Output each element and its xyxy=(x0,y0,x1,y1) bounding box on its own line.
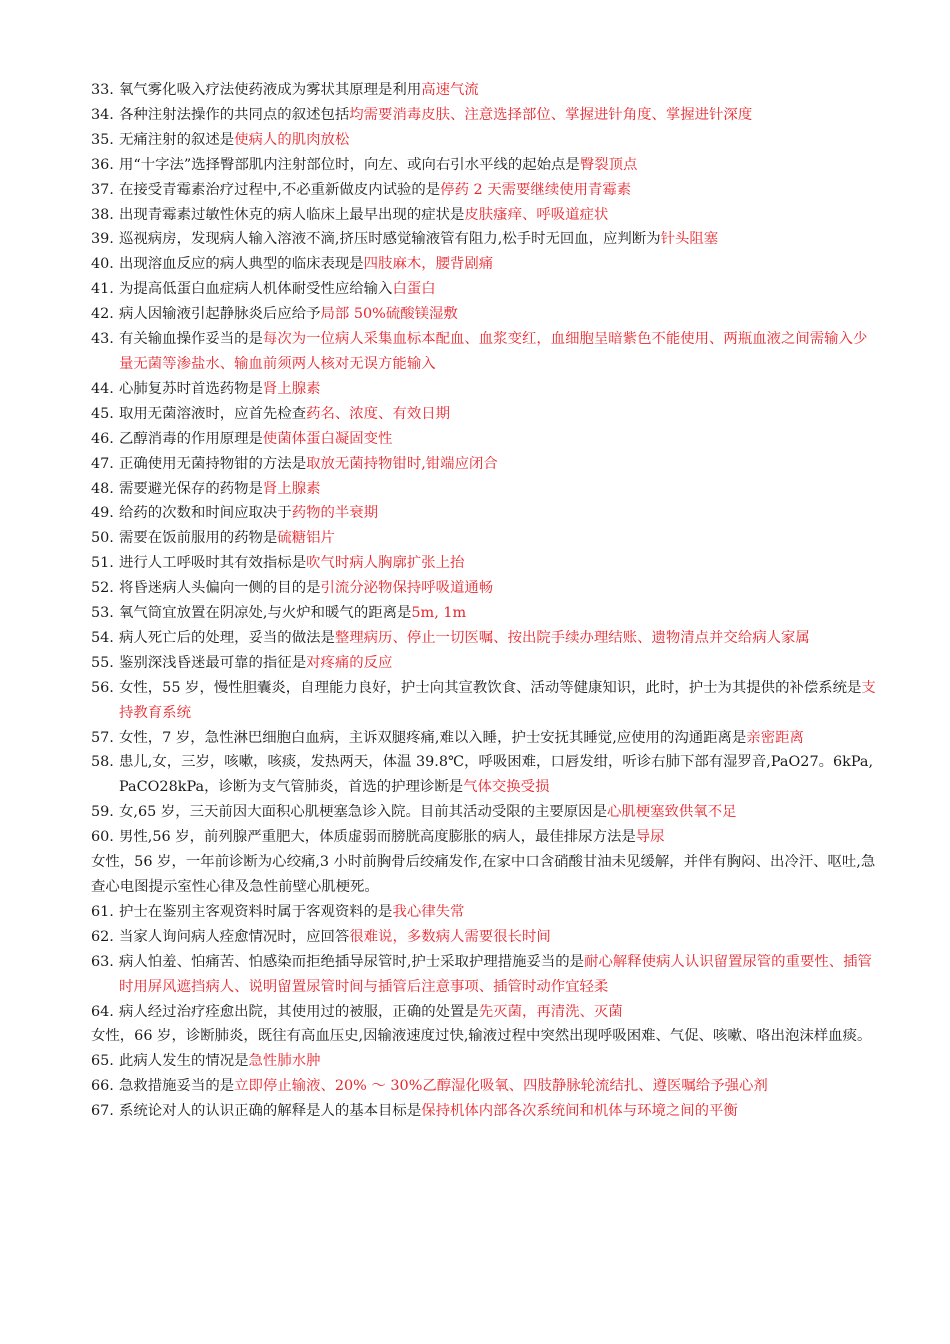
question-item xyxy=(91,78,881,103)
answer-text: 肾上腺素 xyxy=(262,380,321,397)
answer-text: 取放无菌持物钳时,钳端应闭合 xyxy=(306,455,498,472)
question-number: 67. xyxy=(91,1103,114,1120)
question-item xyxy=(91,950,881,1000)
answer-text: 心肌梗塞致供氧不足 xyxy=(606,804,737,821)
question-number: 35. xyxy=(91,131,114,148)
question-item xyxy=(91,302,881,327)
question-number: 50. xyxy=(91,530,114,547)
question-text: 无痛注射的叙述是 xyxy=(119,131,235,148)
question-number: 42. xyxy=(91,306,114,323)
question-item xyxy=(91,651,881,676)
question-text: 各种注射法操作的共同点的叙述包括 xyxy=(119,106,350,123)
question-text: 有关输血操作妥当的是 xyxy=(119,331,263,348)
answer-text: 吹气时病人胸廓扩张上抬 xyxy=(306,555,465,572)
question-text: 氧气筒宜放置在阴凉处,与火炉和暖气的距离是 xyxy=(119,605,412,622)
question-item xyxy=(91,825,881,850)
question-text: 女,65 岁，三天前因大面积心肌梗塞急诊入院。目前其活动受限的主要原因是 xyxy=(119,804,607,821)
answer-text: 对疼痛的反应 xyxy=(306,654,393,671)
question-item xyxy=(91,1074,881,1099)
question-answer-list xyxy=(91,78,881,1124)
question-item xyxy=(91,477,881,502)
question-item xyxy=(91,800,881,825)
question-number: 46. xyxy=(91,430,114,447)
question-number: 48. xyxy=(91,480,114,497)
question-item xyxy=(91,227,881,252)
answer-text: 气体交换受损 xyxy=(463,779,550,796)
question-text: 用“十字法”选择臀部肌内注射部位时，向左、或向右引水平线的起始点是 xyxy=(119,156,580,173)
question-text: 患儿,女，三岁，咳嗽，咳痰，发热两天，体温 39.8℃，呼吸困难，口唇发绀，听诊右肺下部有湿罗音,PaO27。6kPa,PaCO28kPa，诊断为支气管肺炎，首选的护理诊断是 xyxy=(119,754,874,796)
question-item xyxy=(91,626,881,651)
question-number: 49. xyxy=(91,505,114,522)
question-item xyxy=(91,277,881,302)
question-item xyxy=(91,178,881,203)
question-text: 为提高低蛋白血症病人机体耐受性应给输入 xyxy=(119,281,393,298)
question-number: 63. xyxy=(91,953,114,970)
question-text: 给药的次数和时间应取决于 xyxy=(119,505,292,522)
question-text: 需要避光保存的药物是 xyxy=(119,480,263,497)
question-number: 33. xyxy=(91,82,114,98)
question-number: 52. xyxy=(91,580,114,597)
question-number: 54. xyxy=(91,629,114,646)
answer-text: 先灭菌，再清洗、灭菌 xyxy=(478,1003,623,1020)
answer-text: 停药 2 天需要继续使用青霉素 xyxy=(440,181,632,198)
answer-text: 很难说，多数病人需要很长时间 xyxy=(349,928,551,945)
question-item xyxy=(91,900,881,925)
answer-text: 我心律失常 xyxy=(392,903,465,920)
answer-text: 支持教育系统 xyxy=(119,679,876,721)
question-item xyxy=(91,526,881,551)
case-text: 女性，66 岁，诊断肺炎，既往有高血压史,因输液速度过快,输液过程中突然出现呼吸困难、气促、咳嗽、咯出泡沫样血痰。 xyxy=(91,1028,872,1045)
question-item xyxy=(91,551,881,576)
question-item xyxy=(91,925,881,950)
question-number: 59. xyxy=(91,804,114,821)
question-number: 40. xyxy=(91,256,114,273)
question-number: 51. xyxy=(91,555,114,572)
answer-text: 高速气流 xyxy=(421,82,479,98)
question-number: 66. xyxy=(91,1078,114,1095)
question-text: 急救措施妥当的是 xyxy=(119,1078,235,1095)
answer-text: 药物的半衰期 xyxy=(291,505,379,522)
case-description xyxy=(91,850,881,900)
case-text: 女性，56 岁，一年前诊断为心绞痛,3 小时前胸骨后绞痛发作,在家中口含硝酸甘油未见缓解，并伴有胸闷、出冷汗、呕吐,急查心电图提示室性心律及急性前壁心肌梗死。 xyxy=(91,854,876,895)
question-text: 男性,56 岁，前列腺严重肥大，体质虚弱而膀胱高度膨胀的病人，最佳排尿方法是 xyxy=(119,829,636,846)
answer-text: 硫糖铝片 xyxy=(277,530,335,547)
question-item xyxy=(91,203,881,228)
answer-text: 5m, 1m xyxy=(411,605,467,622)
question-text: 病人死亡后的处理，妥当的做法是 xyxy=(119,629,335,646)
question-text: 出现青霉素过敏性休克的病人临床上最早出现的症状是 xyxy=(119,206,465,223)
question-item xyxy=(91,1049,881,1074)
answer-text: 皮肤瘙痒、呼吸道症状 xyxy=(464,206,609,223)
question-item xyxy=(91,128,881,153)
answer-text: 使病人的肌肉放松 xyxy=(234,131,350,148)
question-item xyxy=(91,1000,881,1025)
question-item xyxy=(91,427,881,452)
question-number: 53. xyxy=(91,605,114,622)
answer-text: 四肢麻木，腰背剧痛 xyxy=(363,256,494,273)
question-item xyxy=(91,1099,881,1124)
question-number: 38. xyxy=(91,206,114,223)
answer-text: 导尿 xyxy=(635,829,665,846)
question-item xyxy=(91,377,881,402)
question-text: 鉴别深浅昏迷最可靠的指征是 xyxy=(119,654,307,671)
question-item xyxy=(91,402,881,427)
answer-text: 立即停止输液、20% ～ 30%乙醇湿化吸氧、四肢静脉轮流结扎、遵医嘱给予强心剂 xyxy=(234,1078,768,1095)
question-number: 64. xyxy=(91,1003,114,1020)
question-text: 正确使用无菌持物钳的方法是 xyxy=(119,455,307,472)
question-item xyxy=(91,452,881,477)
question-item xyxy=(91,501,881,526)
question-text: 巡视病房，发现病人输入溶液不滴,挤压时感觉输液管有阻力,松手时无回血，应判断为 xyxy=(119,231,661,248)
question-text: 进行人工呼吸时其有效指标是 xyxy=(119,555,307,572)
answer-text: 均需要消毒皮肤、注意选择部位、掌握进针角度、掌握进针深度 xyxy=(349,106,753,123)
question-item xyxy=(91,153,881,178)
question-item xyxy=(91,601,881,626)
question-text: 当家人询问病人痊愈情况时，应回答 xyxy=(119,928,350,945)
answer-text: 臀裂顶点 xyxy=(579,156,638,173)
answer-text: 白蛋白 xyxy=(392,281,436,298)
question-number: 44. xyxy=(91,380,114,397)
answer-text: 局部 50%硫酸镁湿敷 xyxy=(320,306,458,323)
answer-text: 引流分泌物保持呼吸道通畅 xyxy=(320,580,494,597)
answer-text: 针头阻塞 xyxy=(660,231,719,248)
question-number: 36. xyxy=(91,156,114,173)
question-text: 将昏迷病人头偏向一侧的目的是 xyxy=(119,580,321,597)
question-item xyxy=(91,103,881,128)
question-number: 57. xyxy=(91,729,114,746)
case-description xyxy=(91,1024,881,1049)
question-text: 病人怕羞、怕痛苦、怕感染而拒绝插导尿管时,护士采取护理措施妥当的是 xyxy=(119,953,585,970)
answer-text: 亲密距离 xyxy=(746,729,804,746)
question-number: 43. xyxy=(91,331,114,348)
question-text: 取用无菌溶液时，应首先检查 xyxy=(119,405,307,422)
question-number: 60. xyxy=(91,829,114,846)
question-text: 病人经过治疗痊愈出院，其使用过的被服，正确的处置是 xyxy=(119,1003,479,1020)
question-item xyxy=(91,252,881,277)
answer-text: 使菌体蛋白凝固变性 xyxy=(262,430,393,447)
question-number: 55. xyxy=(91,654,114,671)
question-text: 病人因输液引起静脉炎后应给予 xyxy=(119,306,321,323)
question-text: 氧气雾化吸入疗法使药液成为雾状其原理是利用 xyxy=(119,82,422,98)
question-text: 系统论对人的认识正确的解释是人的基本目标是 xyxy=(119,1103,422,1120)
question-text: 心肺复苏时首选药物是 xyxy=(119,380,263,397)
question-text: 女性，7 岁，急性淋巴细胞白血病，主诉双腿疼痛,难以入睡，护士安抚其睡觉,应使用的沟通距离是 xyxy=(119,729,747,746)
question-text: 女性，55 岁，慢性胆囊炎，自理能力良好，护士向其宣教饮食、活动等健康知识，此时，护士为其提供的补偿系统是 xyxy=(119,679,862,696)
question-text: 在接受青霉素治疗过程中,不必重新做皮内试验的是 xyxy=(119,181,441,198)
question-text: 此病人发生的情况是 xyxy=(119,1053,249,1070)
question-item xyxy=(91,726,881,751)
answer-text: 肾上腺素 xyxy=(262,480,321,497)
question-number: 65. xyxy=(91,1053,114,1070)
question-number: 47. xyxy=(91,455,114,472)
question-item xyxy=(91,576,881,601)
question-number: 62. xyxy=(91,928,114,945)
question-item xyxy=(91,676,881,726)
question-number: 39. xyxy=(91,231,114,248)
question-item xyxy=(91,327,881,377)
question-text: 出现溶血反应的病人典型的临床表现是 xyxy=(119,256,364,273)
answer-text: 保持机体内部各次系统间和机体与环境之间的平衡 xyxy=(421,1103,738,1120)
answer-text: 药名、浓度、有效日期 xyxy=(306,405,451,422)
question-number: 61. xyxy=(91,903,114,920)
question-number: 45. xyxy=(91,405,114,422)
question-number: 56. xyxy=(91,679,114,696)
answer-text: 每次为一位病人采集血标本配血、血浆变红，血细胞呈暗紫色不能使用、两瓶血液之间需输入少量无菌等渗盐水、输血前须两人核对无误方能输入 xyxy=(119,331,868,372)
answer-text: 整理病历、停止一切医嘱、按出院手续办理结账、遗物清点并交给病人家属 xyxy=(334,629,810,646)
answer-text: 耐心解释使病人认识留置尿管的重要性、插管时用屏风遮挡病人、说明留置尿管时间与插管后注意事项、插管时动作宜轻柔 xyxy=(119,953,872,995)
question-text: 护士在鉴别主客观资料时属于客观资料的是 xyxy=(119,903,393,920)
question-number: 58. xyxy=(91,754,114,771)
question-number: 37. xyxy=(91,181,114,198)
question-number: 41. xyxy=(91,281,114,298)
question-number: 34. xyxy=(91,106,114,123)
question-text: 乙醇消毒的作用原理是 xyxy=(119,430,263,447)
question-text: 需要在饭前服用的药物是 xyxy=(119,530,278,547)
answer-text: 急性肺水肿 xyxy=(248,1053,321,1070)
question-item xyxy=(91,750,881,800)
